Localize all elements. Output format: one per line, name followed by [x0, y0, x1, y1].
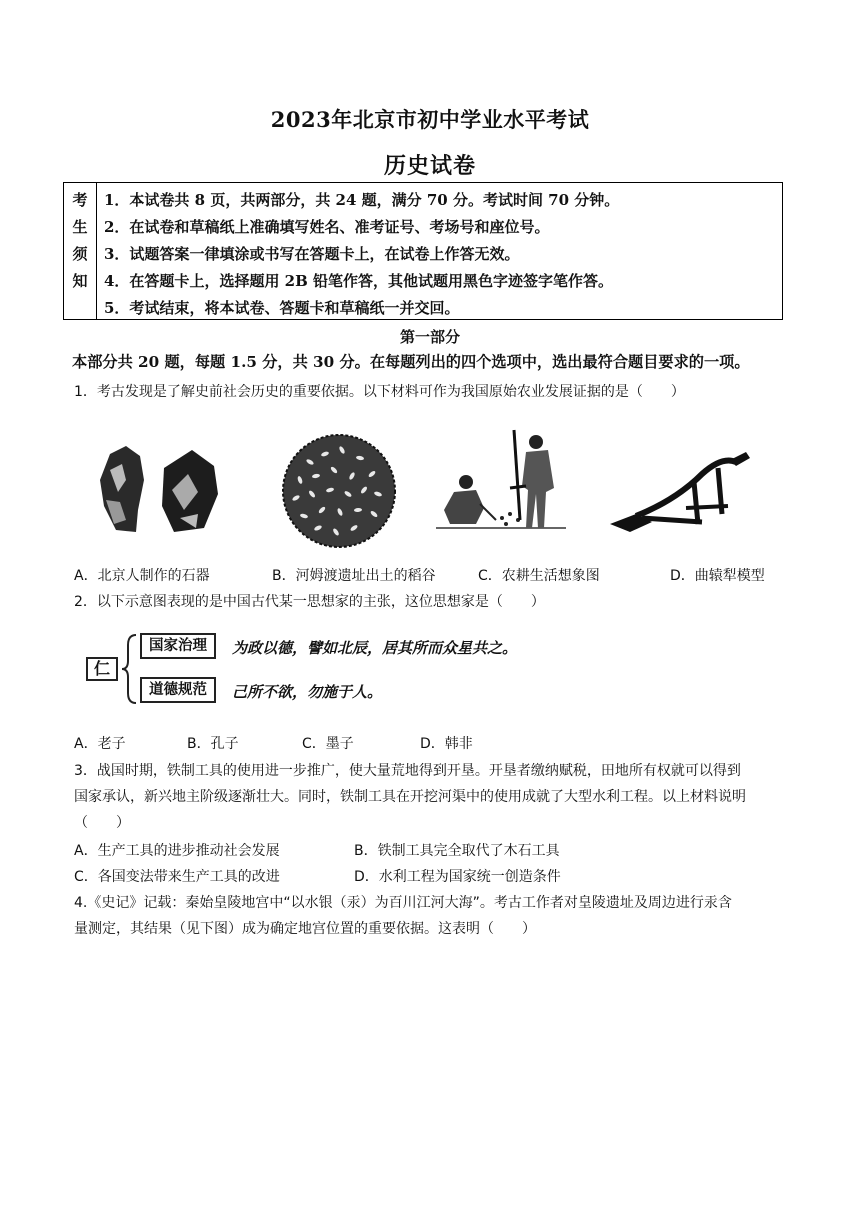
stone-tools-image [96, 440, 222, 540]
exam-title: 2023年北京市初中学业水平考试 [270, 107, 590, 132]
q2-option-a: A．老子 [74, 736, 126, 752]
rice-grains-image [280, 432, 398, 550]
ren-thought-diagram [80, 625, 560, 711]
diagram-row-text: 为政以德，譬如北辰，居其所而众星共之。 [232, 639, 518, 657]
q3-option-a: A．生产工具的进步推动社会发展 [74, 843, 280, 859]
notice-label-column [64, 183, 97, 319]
notice-item: 4．在答题卡上，选择题用 2B 铅笔作答，其他试题用黑色字迹签字笔作答。 [104, 272, 613, 290]
q1-option-a: A．北京人制作的石器 [74, 568, 210, 584]
q3-option-b: B．铁制工具完全取代了木石工具 [354, 843, 560, 859]
diagram-label-box: 国家治理 [140, 633, 216, 659]
question-4-stem-line: 4.《史记》记载：秦始皇陵地宫中“以水银（汞）为百川江河大海”。考古工作者对皇陵遗址及周边进行汞含 [74, 895, 732, 911]
part-description: 本部分共 20 题，每题 1.5 分，共 30 分。在每题列出的四个选项中，选出最符合题目要求的一项。 [72, 353, 750, 371]
notice-label-char: 须 [72, 245, 88, 263]
question-1-stem: 1．考古发现是了解史前社会历史的重要依据。以下材料可作为我国原始农业发展证据的是（ ） [74, 384, 685, 400]
q1-option-c: C．农耕生活想象图 [478, 568, 600, 584]
q1-option-b: B．河姆渡遗址出土的稻谷 [272, 568, 436, 584]
candidate-notice-box [63, 182, 783, 320]
q1-option-d: D．曲辕犁模型 [670, 568, 765, 584]
q3-option-c: C．各国变法带来生产工具的改进 [74, 869, 280, 885]
question-3-stem-line: （ ） [74, 815, 130, 831]
notice-item: 3．试题答案一律填涂或书写在答题卡上，在试卷上作答无效。 [104, 245, 520, 263]
notice-item: 2．在试卷和草稿纸上准确填写姓名、准考证号、考场号和座位号。 [104, 218, 550, 236]
question-3-stem-line: 国家承认，新兴地主阶级逐渐壮大。同时，铁制工具在开挖河渠中的使用成就了大型水利工程。以上材料说明 [74, 789, 746, 805]
q2-option-b: B．孔子 [187, 736, 239, 752]
question-2-stem: 2．以下示意图表现的是中国古代某一思想家的主张，这位思想家是（ ） [74, 594, 545, 610]
notice-label-char: 知 [72, 272, 88, 290]
plough-model-image [606, 452, 756, 534]
diagram-row-text: 己所不欲，勿施于人。 [232, 683, 383, 701]
part-title: 第一部分 [399, 328, 460, 346]
farming-scene-image [436, 428, 576, 534]
brace-icon [120, 633, 140, 705]
notice-label-char: 考 [72, 191, 88, 209]
notice-item: 1．本试卷共 8 页，共两部分，共 24 题，满分 70 分。考试时间 70 分钟。 [104, 191, 620, 209]
exam-subtitle: 历史试卷 [383, 153, 476, 179]
q2-option-d: D．韩非 [420, 736, 473, 752]
diagram-label-box: 道德规范 [140, 677, 216, 703]
question-3-stem-line: 3．战国时期，铁制工具的使用进一步推广，使大量荒地得到开垦。开垦者缴纳赋税，田地所有权就可以得到 [74, 763, 741, 779]
question-4-stem-line: 量测定，其结果（见下图）成为确定地宫位置的重要依据。这表明（ ） [74, 921, 536, 937]
diagram-center-box: 仁 [86, 657, 118, 681]
q3-option-d: D．水利工程为国家统一创造条件 [354, 869, 561, 885]
notice-label-char: 生 [72, 218, 88, 236]
q2-option-c: C．墨子 [302, 736, 354, 752]
notice-item: 5．考试结束，将本试卷、答题卡和草稿纸一并交回。 [104, 299, 460, 317]
